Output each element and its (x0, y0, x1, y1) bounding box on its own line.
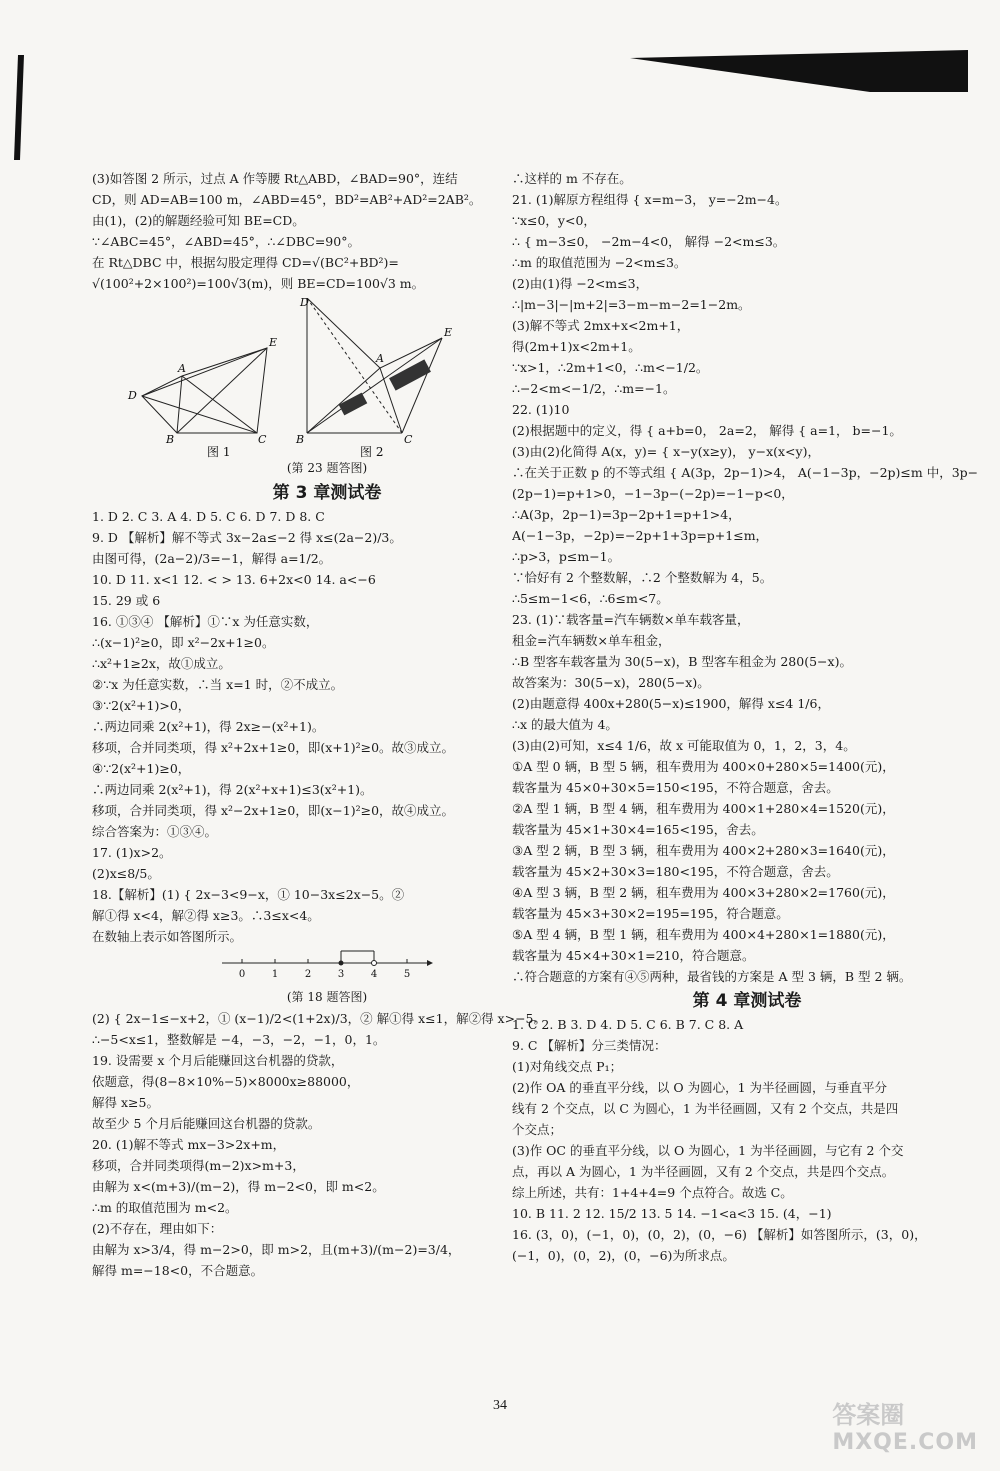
text-line: ②∵x 为任意实数，∴当 x=1 时，②不成立。 (92, 677, 344, 692)
text-line: 9. C 【解析】分三类情况： (512, 1038, 667, 1053)
text-line: ∴−5<x≤1，整数解是 −4，−3，−2，−1，0，1。 (92, 1032, 386, 1047)
point-label: E (269, 336, 278, 349)
point-label: D (300, 298, 309, 309)
text-line: 由图可得，(2a−2)/3=−1，解得 a=1/2。 (92, 551, 332, 566)
text-line: (3)解不等式 2mx+x<2m+1， (512, 318, 690, 333)
tick-label: 1 (271, 969, 279, 980)
watermark-title: 答案圈 (832, 1401, 905, 1429)
tick-label: 4 (370, 969, 378, 980)
tick-label: 5 (403, 969, 411, 980)
text-line: 故答案为：30(5−x)，280(5−x)。 (512, 675, 710, 690)
text-line: (3)作 OC 的垂直平分线，以 O 为圆心，1 为半径画圆，与它有 2 个交 (512, 1143, 904, 1158)
text-line: ③∵2(x²+1)>0， (92, 698, 191, 713)
text-line: ∴5≤m−1<6，∴6≤m<7。 (512, 591, 669, 606)
point-label: B (166, 433, 175, 446)
text-line: ②A 型 1 辆，B 型 4 辆，租车费用为 400×1+280×4=1520(元)， (512, 801, 895, 816)
point-label: A (178, 362, 186, 375)
text-line: 载客量为 45×4+30×1=210，符合题意。 (512, 948, 755, 963)
text-line: ∴A(3p，2p−1)=3p−2p+1=p+1>4， (512, 507, 741, 522)
text-line: ∴B 型客车载客量为 30(5−x)，B 型客车租金为 280(5−x)。 (512, 654, 852, 669)
number-line-caption: (第 18 题答图) (286, 990, 368, 1004)
text-line: (2) { 2x−1≤−x+2，① (x−1)/2<(1+2x)/3，② 解①得 x≤1，解②得 x>−5。 (92, 1011, 546, 1026)
text-line: 故至少 5 个月后能赚回这台机器的贷款。 (92, 1116, 321, 1131)
text-line: 1. C 2. B 3. D 4. D 5. C 6. B 7. C 8. A (512, 1017, 744, 1032)
text-line: 18.【解析】(1) { 2x−3<9−x，① 10−3x≤2x−5。② (92, 887, 405, 902)
text-line: 个交点； (512, 1122, 563, 1137)
text-line: 解得 m=−18<0，不合题意。 (92, 1263, 264, 1278)
geometry-figure (92, 298, 562, 479)
text-line: ∴(x−1)²≥0，即 x²−2x+1≥0。 (92, 635, 275, 650)
text-line: 15. 29 或 6 (92, 593, 161, 608)
text-line: (3)由(2)化简得 A(x，y)= { x−y(x≥y)， y−x(x<y)， (512, 444, 820, 459)
text-line: 10. B 11. 2 12. 15/2 13. 5 14. −1<a<3 15. (4，−1) (512, 1206, 832, 1221)
point-label: A (376, 352, 384, 365)
text-line: 移项，合并同类项，得 x²+2x+1≥0，即(x+1)²≥0。故③成立。 (92, 740, 455, 755)
right-column (512, 168, 982, 1266)
tick-label: 2 (304, 969, 312, 980)
left-column (92, 168, 562, 1281)
point-label: E (444, 326, 453, 339)
text-line: (−1，0)，(0，2)，(0，−6)为所求点。 (512, 1248, 735, 1263)
text-line: 移项，合并同类项得(m−2)x>m+3， (92, 1158, 305, 1173)
figure-caption: (第 23 题答图) (286, 461, 368, 475)
text-line: 载客量为 45×0+30×5=150<195，不符合题意，舍去。 (512, 780, 839, 795)
text-line: (3)如答图 2 所示，过点 A 作等腰 Rt△ABD，∠BAD=90°，连结 (92, 171, 458, 186)
text-line: CD，则 AD=AB=100 m，∠ABD=45°，BD²=AB²+AD²=2AB²。 (92, 192, 482, 207)
text-line: ∴|m−3|−|m+2|=3−m−m−2=1−2m。 (512, 297, 751, 312)
text-line: 综合答案为：①③④。 (92, 824, 218, 839)
number-line (217, 947, 437, 981)
text-line: ④A 型 3 辆，B 型 2 辆，租车费用为 400×3+280×2=1760(元)， (512, 885, 895, 900)
text-line: 线有 2 个交点，以 C 为圆心，1 为半径画圆，又有 2 个交点，共是四 (512, 1101, 899, 1116)
text-line: ③A 型 2 辆，B 型 3 辆，租车费用为 400×2+280×3=1640(元)， (512, 843, 895, 858)
text-line: 20. (1)解不等式 mx−3>2x+m， (92, 1137, 286, 1152)
figure-2-label: 图 2 (360, 445, 384, 458)
text-line: 在 Rt△DBC 中，根据勾股定理得 CD=√(BC²+BD²)= (92, 255, 399, 270)
text-line: ∵x>1，∴2m+1<0，∴m<−1/2。 (512, 360, 709, 375)
point-label: C (258, 433, 267, 446)
text-line: 21. (1)解原方程组得 { x=m−3， y=−2m−4。 (512, 192, 788, 207)
text-line: ∴x²+1≥2x，故①成立。 (92, 656, 231, 671)
text-line: ⑤A 型 4 辆，B 型 1 辆，租车费用为 400×4+280×1=1880(元)， (512, 927, 895, 942)
watermark-logo (832, 1395, 978, 1455)
right-block-a (512, 168, 982, 987)
text-line: ∴−2<m<−1/2，∴m=−1。 (512, 381, 676, 396)
text-line: 依题意，得(8−8×10%−5)×8000x≥88000， (92, 1074, 360, 1089)
text-line: (2)根据题中的定义，得 { a+b=0， 2a=2， 解得 { a=1， b=−1。 (512, 423, 902, 438)
point-label: D (128, 389, 137, 402)
text-line: 解①得 x<4，解②得 x≥3。∴3≤x<4。 (92, 908, 320, 923)
text-line: 16. ①③④ 【解析】①∵x 为任意实数， (92, 614, 319, 629)
text-line: ∴两边同乘 2(x²+1)，得 2(x²+x+1)≤3(x²+1)。 (92, 782, 373, 797)
text-line: 移项，合并同类项，得 x²−2x+1≥0，即(x−1)²≥0，故④成立。 (92, 803, 455, 818)
text-line: 得(2m+1)x<2m+1。 (512, 339, 641, 354)
text-line: ∴ { m−3≤0， −2m−4<0， 解得 −2<m≤3。 (512, 234, 786, 249)
left-block-b (92, 506, 562, 947)
text-line: (2)x≤8/5。 (92, 866, 160, 881)
figure-1-label: 图 1 (207, 445, 231, 458)
section-title-chapter-3: 第 3 章测试卷 (272, 483, 382, 503)
text-line: 1. D 2. C 3. A 4. D 5. C 6. D 7. D 8. C (92, 509, 325, 524)
text-line: A(−1−3p，−2p)=−2p+1+3p=p+1≤m， (512, 528, 769, 543)
text-line: 9. D 【解析】解不等式 3x−2a≤−2 得 x≤(2a−2)/3。 (92, 530, 402, 545)
text-line: 载客量为 45×2+30×3=180<195，不符合题意，舍去。 (512, 864, 839, 879)
text-line: 在数轴上表示如答图所示。 (92, 929, 243, 944)
text-line: (1)对角线交点 P₁； (512, 1059, 623, 1074)
text-line: 载客量为 45×1+30×4=165<195，舍去。 (512, 822, 764, 837)
text-line: ∵∠ABC=45°，∠ABD=45°，∴∠DBC=90°。 (92, 234, 360, 249)
text-line: (3)由(2)可知，x≤4 1/6，故 x 可能取值为 0，1，2，3，4。 (512, 738, 856, 753)
text-line: 16. (3，0)，(−1，0)，(0，2)，(0，−6) 【解析】如答图所示，(3，0)， (512, 1227, 927, 1242)
text-line: 由(1)，(2)的解题经验可知 BE=CD。 (92, 213, 305, 228)
text-line: 解得 x≥5。 (92, 1095, 159, 1110)
text-line: 综上所述，共有：1+4+4=9 个点符合。故选 C。 (512, 1185, 793, 1200)
text-line: ∴两边同乘 2(x²+1)，得 2x≥−(x²+1)。 (92, 719, 325, 734)
watermark-url: MXQE.COM (832, 1430, 978, 1455)
text-line: (2)由(1)得 −2<m≤3， (512, 276, 649, 291)
point-label: B (296, 433, 305, 446)
tick-label: 3 (337, 969, 345, 980)
point-label: C (404, 433, 413, 446)
left-block-a (92, 168, 562, 294)
text-line: ∴在关于正数 p 的不等式组 { A(3p，2p−1)>4， A(−1−3p，−2p)≤m 中，3p− (512, 465, 979, 480)
text-line: (2)作 OA 的垂直平分线，以 O 为圆心，1 为半径画圆，与垂直平分 (512, 1080, 888, 1095)
text-line: ∵恰好有 2 个整数解，∴2 个整数解为 4，5。 (512, 570, 773, 585)
text-line: ∴这样的 m 不存在。 (512, 171, 632, 186)
figure-23-diagram (122, 298, 472, 458)
text-line: 由解为 x>3/4，得 m−2>0，即 m>2，且(m+3)/(m−2)=3/4， (92, 1242, 461, 1257)
text-line: ∴m 的取值范围为 m<2。 (92, 1200, 238, 1215)
text-line: 载客量为 45×3+30×2=195=195，符合题意。 (512, 906, 789, 921)
section-title-chapter-4: 第 4 章测试卷 (692, 991, 802, 1011)
text-line: 10. D 11. x<1 12. < > 13. 6+2x<0 14. a<−6 (92, 572, 376, 587)
page-number: 34 (493, 1398, 507, 1413)
text-line: 点，再以 A 为圆心，1 为半径画圆，又有 2 个交点，共是四个交点。 (512, 1164, 895, 1179)
number-line-figure (92, 947, 562, 1008)
text-line: ∵x≤0，y<0， (512, 213, 596, 228)
text-line: ∴p>3，p≤m−1。 (512, 549, 621, 564)
text-line: (2)不存在，理由如下： (92, 1221, 223, 1236)
scan-shadow-top (630, 50, 968, 92)
left-block-c (92, 1008, 562, 1281)
text-line: ①A 型 0 辆，B 型 5 辆，租车费用为 400×0+280×5=1400(元)， (512, 759, 895, 774)
text-line: √(100²+2×100²)=100√3(m)，则 BE=CD=100√3 m。 (92, 276, 425, 291)
text-line: 19. 设需要 x 个月后能赚回这台机器的贷款， (92, 1053, 344, 1068)
text-line: ∴x 的最大值为 4。 (512, 717, 618, 732)
text-line: ④∵2(x²+1)≥0， (92, 761, 191, 776)
text-line: 22. (1)10 (512, 402, 570, 417)
right-block-b (512, 1014, 982, 1266)
text-line: (2)由题意得 400x+280(5−x)≤1900，解得 x≤4 1/6， (512, 696, 830, 711)
text-line: 由解为 x<(m+3)/(m−2)，得 m−2<0，即 m<2。 (92, 1179, 385, 1194)
text-line: 23. (1)∵载客量=汽车辆数×单车载客量， (512, 612, 750, 627)
text-line: 17. (1)x>2。 (92, 845, 172, 860)
text-line: ∴符合题意的方案有④⑤两种，最省钱的方案是 A 型 3 辆，B 型 2 辆。 (512, 969, 912, 984)
text-line: 租金=汽车辆数×单车租金， (512, 633, 671, 648)
tick-label: 0 (238, 969, 246, 980)
text-line: ∴m 的取值范围为 −2<m≤3。 (512, 255, 687, 270)
scan-shadow-left (14, 55, 24, 160)
text-line: (2p−1)=p+1>0，−1−3p−(−2p)=−1−p<0， (512, 486, 794, 501)
